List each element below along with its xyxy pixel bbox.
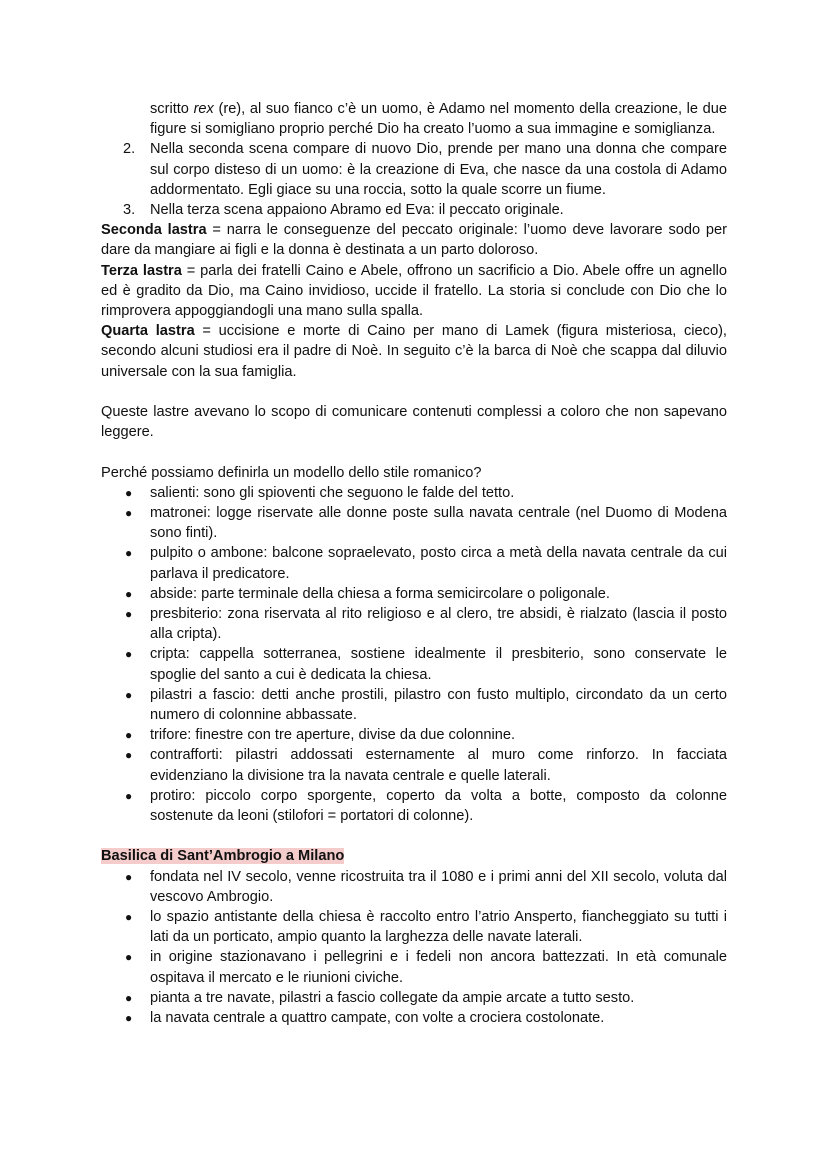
document-page [101,99,727,1028]
section-heading-row [101,846,727,866]
list-item: ● pulpito o ambone: balcone sopraelevato, posto circa a metà della navata centrale da cui parlava il predicatore. [125,545,727,582]
bullet-icon: ● [125,728,133,743]
list-item: ● pilastri a fascio: detti anche prostili, pilastro con fusto multiplo, circondato da un certo numero di colonnine abbassate. [125,686,727,724]
bullet-icon: ● [125,1011,133,1026]
italic-word-rex: rex [193,101,214,117]
bullet-icon: ● [125,748,133,763]
list-item: ● abside: parte terminale della chiesa a forma semicircolare o poligonale. [101,584,727,604]
romanesque-list [101,483,727,826]
bullet-icon: ● [125,485,133,500]
list-item: ● in origine stazionavano i pellegrini e i fedeli non ancora battezzati. In età comunale ospitava il mercato e le riunioni civiche. [125,949,727,986]
bullet-icon: ● [125,586,133,601]
spacer [101,442,727,462]
spacer [101,382,727,402]
bullet-icon: ● [125,647,133,662]
list-item: ● salienti: sono gli spioventi che seguono le falde del tetto. [101,483,727,503]
list-item: ● contrafforti: pilastri addossati esternamente al muro come rinforzo. In facciata evidenziano la divisione tra la navata centrale e quelle laterali. [125,747,727,784]
bullet-icon: ● [125,869,133,884]
bullet-icon: ● [125,687,133,702]
paragraph-quarta-lastra: Quarta lastra = uccisione e morte di Caino per mano di Lamek (figura misteriosa, cieco), secondo alcuni studiosi era il padre di Noè. In seguito c’è la barca di Noè che scappa dal diluvio universale con la sua famiglia. [101,323,727,380]
label-quarta-lastra: Quarta lastra [101,323,195,340]
paragraph-question: Perché possiamo definirla un modello dello stile romanico? [101,464,482,481]
bullet-icon: ● [125,910,133,925]
label-seconda-lastra: Seconda lastra [101,222,207,239]
list-item: ● protiro: piccolo corpo sporgente, coperto da volta a botte, composto da colonne sostenute da leoni (stilofori = portatori di colonne). [125,787,727,825]
list-item: ● trifore: finestre con tre aperture, divise da due colonnine. [101,725,727,745]
bullet-icon: ● [125,950,133,965]
bullet-icon: ● [125,788,133,803]
spacer [101,826,727,846]
numbered-list [101,99,727,220]
paragraph-seconda-lastra: Seconda lastra = narra le conseguenze del peccato originale: l’uomo deve lavorare sodo per dare da mangiare ai figli e la donna è destinata a un parto doloroso. [101,222,728,259]
list-item: ● cripta: cappella sotterranea, sostiene idealmente il presbiterio, sono conservate le spoglie del santo a cui è dedicata la chiesa. [125,646,727,683]
paragraph-terza-lastra: Terza lastra = parla dei fratelli Caino e Abele, offrono un sacrificio a Dio. Abele offre un agnello ed è gradito da Dio, ma Caino invidioso, uccide il fratello. La storia si conclude con Dio che lo rimprovera appoggiandogli una mano sulla spalla. [101,262,727,320]
list-item: ● lo spazio antistante della chiesa è raccolto entro l’atrio Ansperto, fiancheggiato su tutti i lati da un porticato, ampio quanto la larghezza delle navate laterali. [125,909,727,946]
bullet-icon: ● [125,607,133,622]
bullet-icon: ● [125,506,133,521]
numbered-item: 3. Nella terza scena appaiono Abramo ed Eva: il peccato originale. [123,202,564,219]
list-item-continuation: scritto rex (re), al suo fianco c’è un uomo, è Adamo nel momento della creazione, le due figure si somigliano proprio perché Dio ha creato l’uomo a sua immagine e somiglianza. [150,101,727,138]
list-item: ● la navata centrale a quattro campate, con volte a crociera costolonate. [101,1008,727,1028]
basilica-list [101,867,727,1029]
paragraph-purpose: Queste lastre avevano lo scopo di comunicare contenuti complessi a coloro che non sapevano leggere. [101,404,727,441]
list-item: ● matronei: logge riservate alle donne poste sulla navata centrale (nel Duomo di Modena sono finti). [125,505,727,542]
list-item: ● pianta a tre navate, pilastri a fascio collegate da ampie arcate a tutto sesto. [101,988,727,1008]
bullet-icon: ● [125,990,133,1005]
list-item: ● fondata nel IV secolo, venne ricostruita tra il 1080 e i primi anni del XII secolo, voluta dal vescovo Ambrogio. [125,868,727,905]
bullet-icon: ● [125,546,133,561]
label-terza-lastra: Terza lastra [101,262,182,279]
list-item: ● presbiterio: zona riservata al rito religioso e al clero, tre absidi, è rialzato (lascia il posto alla cripta). [125,606,727,643]
section-heading: Basilica di Sant’Ambrogio a Milano [101,848,345,865]
numbered-item: 2. Nella seconda scena compare di nuovo Dio, prende per mano una donna che compare sul corpo disteso di un uomo: è la creazione di Eva, che nasce da una costola di Adamo addormentato. Egli giace su una roccia, sotto la quale scorre un fiume. [123,141,727,198]
